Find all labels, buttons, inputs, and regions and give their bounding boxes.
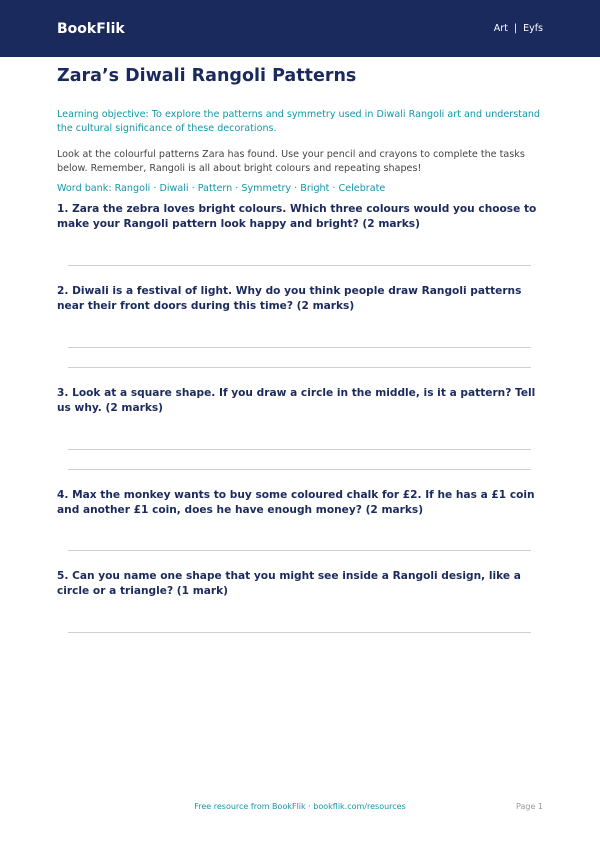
page-header [0,0,600,57]
answer-line[interactable] [68,367,531,368]
question-3: 3. Look at a square shape. If you draw a circle in the middle, is it a pattern? Tell us why. (2 marks) [57,387,536,414]
answer-line[interactable] [68,265,531,266]
subject-label: Art [493,23,508,34]
answer-line[interactable] [68,469,531,470]
answer-line[interactable] [68,347,531,348]
question-1: 1. Zara the zebra loves bright colours. Which three colours would you choose to make your Rangoli pattern look happy and bright? (2 marks) [57,203,537,230]
brand-logo[interactable]: BookFlik [57,20,125,37]
intro-text: Look at the colourful patterns Zara has found. Use your pencil and crayons to complete the tasks below. Remember, Rangoli is all about bright colours and repeating shapes! [57,149,525,174]
meta-separator: | [513,23,518,34]
answer-line[interactable] [68,632,531,633]
answer-line[interactable] [68,550,531,551]
page-number: Page 1 [516,802,543,811]
subject-meta [494,23,543,34]
worksheet-intro [57,66,543,194]
question-2: 2. Diwali is a festival of light. Why do you think people draw Rangoli patterns near their front doors during this time? (2 marks) [57,285,522,312]
word-bank: Word bank: Rangoli · Diwali · Pattern · Symmetry · Bright · Celebrate [57,183,386,194]
question-5: 5. Can you name one shape that you might see inside a Rangoli design, like a circle or a triangle? (1 mark) [57,570,521,597]
level-label: Eyfs [523,23,543,34]
learning-objective: Learning objective: To explore the patterns and symmetry used in Diwali Rangoli art and understand the cultural significance of these decorations. [57,109,541,134]
question-4: 4. Max the monkey wants to buy some coloured chalk for £2. If he has a £1 coin and another £1 coin, does he have enough money? (2 marks) [57,489,535,516]
page-title: Zara’s Diwali Rangoli Patterns [57,66,357,86]
answer-line[interactable] [68,449,531,450]
footer-link[interactable]: Free resource from BookFlik · bookflik.com/resources [194,802,406,811]
